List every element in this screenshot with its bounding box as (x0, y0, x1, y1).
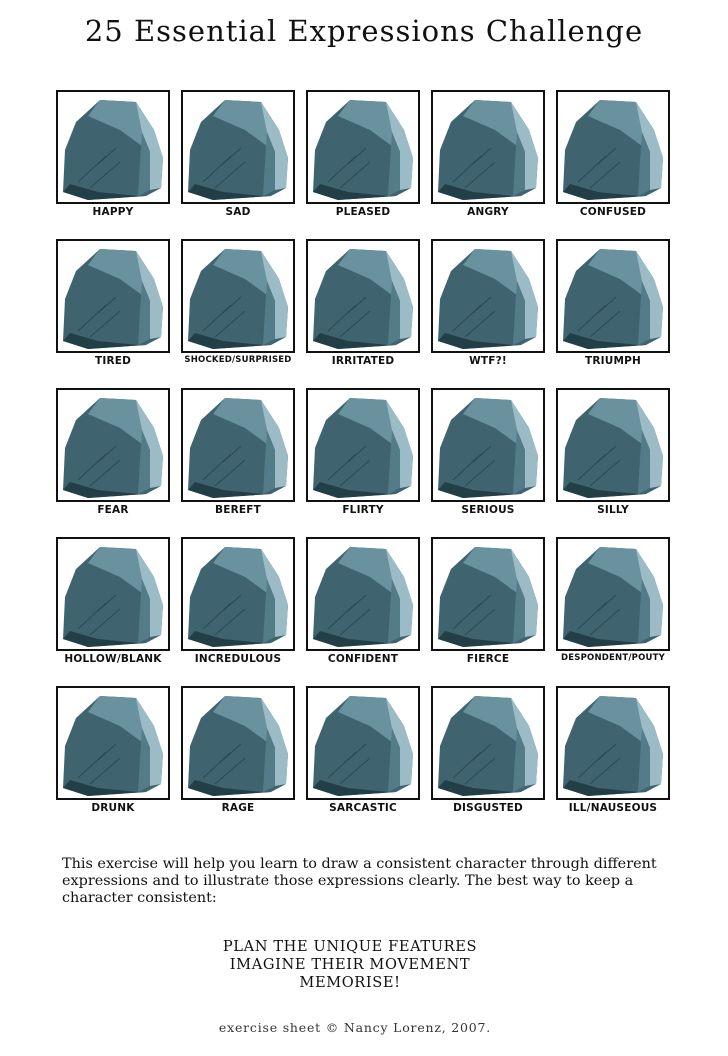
expression-cell (556, 239, 670, 388)
expression-cell (556, 388, 670, 537)
expression-label: SHOCKED/SURPRISED (184, 355, 292, 365)
expression-frame (431, 537, 545, 651)
expressions-grid (56, 90, 670, 835)
rock-illustration (183, 92, 293, 202)
rock-illustration (183, 241, 293, 351)
expression-frame (181, 388, 295, 502)
expression-label: BEREFT (215, 504, 261, 516)
expression-frame (56, 537, 170, 651)
expression-label: FIERCE (466, 653, 510, 665)
expression-frame (306, 537, 420, 651)
expression-frame (56, 239, 170, 353)
expression-frame (181, 239, 295, 353)
expression-label: SAD (225, 206, 251, 218)
rock-illustration (58, 241, 168, 351)
rock-illustration (558, 688, 668, 798)
expression-cell (431, 90, 545, 239)
rock-illustration (308, 241, 418, 351)
expression-frame (556, 686, 670, 800)
expression-cell (556, 90, 670, 239)
expression-frame (181, 686, 295, 800)
step-1: PLAN THE UNIQUE FEATURES (222, 938, 478, 955)
expression-cell (181, 537, 295, 686)
expression-frame (556, 90, 670, 204)
rock-illustration (308, 92, 418, 202)
expression-label: ANGRY (467, 206, 509, 218)
expression-label: DESPONDENT/POUTY (561, 653, 665, 663)
expression-cell (306, 90, 420, 239)
expression-cell (556, 686, 670, 835)
step-3: MEMORISE! (299, 974, 401, 991)
rock-illustration (558, 390, 668, 500)
step-2: IMAGINE THEIR MOVEMENT (229, 956, 471, 973)
rock-illustration (433, 92, 543, 202)
expression-frame (56, 388, 170, 502)
steps-list (0, 938, 700, 992)
rock-illustration (433, 539, 543, 649)
expression-cell (56, 239, 170, 388)
expression-cell (181, 388, 295, 537)
rock-illustration (433, 688, 543, 798)
expression-label: SARCASTIC (329, 802, 397, 814)
expression-cell (56, 388, 170, 537)
credit-line: exercise sheet © Nancy Lorenz, 2007. (218, 1020, 492, 1035)
rock-illustration (433, 390, 543, 500)
expression-label: CONFUSED (579, 206, 647, 218)
expression-frame (306, 239, 420, 353)
rock-illustration (183, 539, 293, 649)
rock-illustration (558, 92, 668, 202)
expression-frame (181, 90, 295, 204)
expression-cell (181, 686, 295, 835)
expression-label: HAPPY (92, 206, 134, 218)
expression-label: IRRITATED (331, 355, 395, 367)
expression-label: CONFIDENT (327, 653, 399, 665)
expression-label: SERIOUS (461, 504, 515, 516)
expression-cell (556, 537, 670, 686)
expression-frame (181, 537, 295, 651)
expression-label: DRUNK (91, 802, 135, 814)
rock-illustration (58, 539, 168, 649)
expression-cell (181, 239, 295, 388)
expression-label: INCREDULOUS (194, 653, 282, 665)
expression-label: ILL/NAUSEOUS (568, 802, 658, 814)
expression-frame (431, 90, 545, 204)
rock-illustration (558, 241, 668, 351)
expression-label: HOLLOW/BLANK (64, 653, 162, 665)
expression-frame (56, 90, 170, 204)
expression-frame (306, 686, 420, 800)
expression-frame (431, 239, 545, 353)
rock-illustration (308, 539, 418, 649)
expression-label: FLIRTY (342, 504, 384, 516)
expression-cell (306, 388, 420, 537)
expression-frame (556, 239, 670, 353)
expression-cell (431, 537, 545, 686)
expression-cell (306, 686, 420, 835)
expression-frame (556, 537, 670, 651)
rock-illustration (308, 390, 418, 500)
page-title: 25 Essential Expressions Challenge (84, 14, 644, 48)
rock-illustration (58, 390, 168, 500)
expression-label: FEAR (97, 504, 129, 516)
rock-illustration (183, 688, 293, 798)
expression-label: SILLY (597, 504, 629, 516)
rock-illustration (58, 92, 168, 202)
rock-illustration (308, 688, 418, 798)
rock-illustration (558, 539, 668, 649)
expression-cell (56, 90, 170, 239)
expression-cell (306, 537, 420, 686)
expression-cell (431, 239, 545, 388)
expression-frame (56, 686, 170, 800)
expression-label: DISGUSTED (453, 802, 523, 814)
rock-illustration (433, 241, 543, 351)
expression-cell (431, 686, 545, 835)
expression-frame (431, 388, 545, 502)
expression-cell (306, 239, 420, 388)
expression-frame (306, 90, 420, 204)
expression-label: WTF?! (469, 355, 507, 367)
intro-text: This exercise will help you learn to draw a consistent character through different expressions and to illustrate those expressions clearly. The best way to keep a character consistent: (62, 856, 657, 906)
rock-illustration (58, 688, 168, 798)
rock-illustration (183, 390, 293, 500)
expression-frame (431, 686, 545, 800)
expression-label: TIRED (94, 355, 132, 367)
expression-cell (431, 388, 545, 537)
expression-cell (56, 686, 170, 835)
expression-cell (181, 90, 295, 239)
expression-label: RAGE (221, 802, 255, 814)
expression-label: TRIUMPH (584, 355, 641, 367)
expression-label: PLEASED (335, 206, 391, 218)
expression-frame (556, 388, 670, 502)
expression-frame (306, 388, 420, 502)
expression-cell (56, 537, 170, 686)
